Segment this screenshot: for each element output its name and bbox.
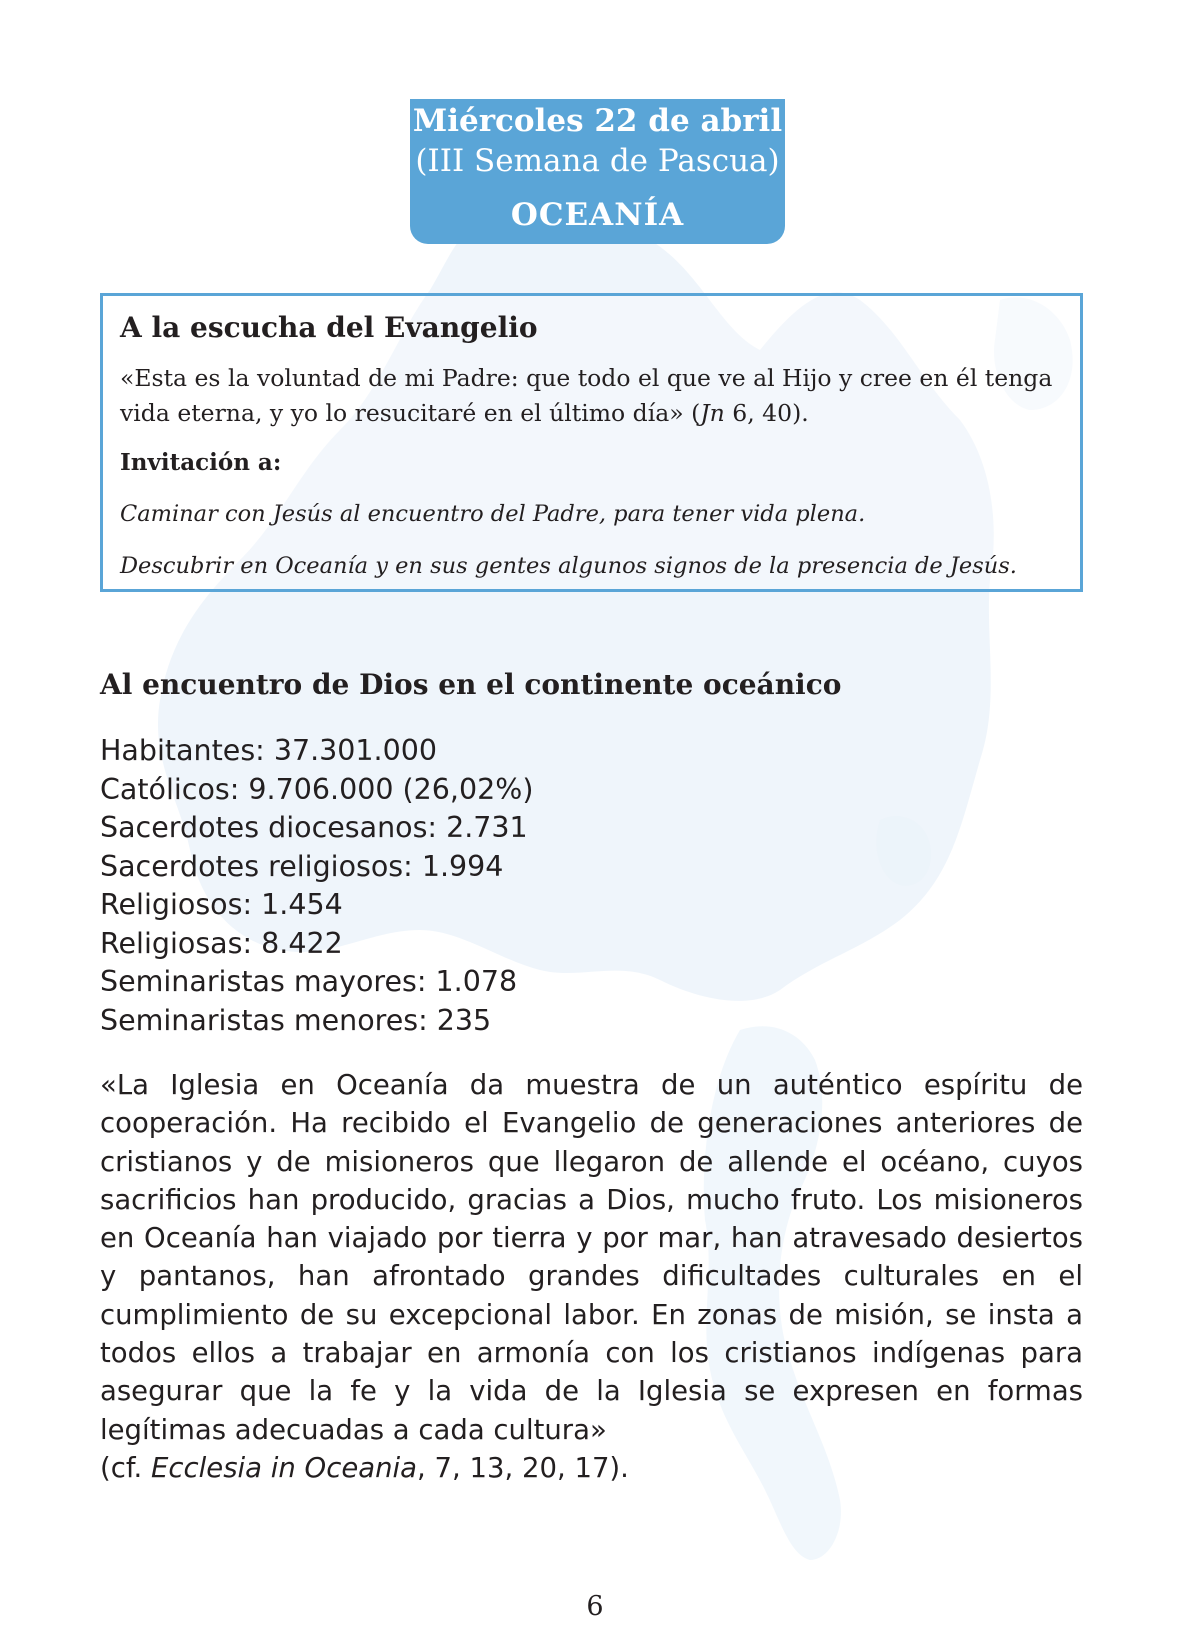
stat-item: Sacerdotes diocesanos: 2.731 (100, 811, 528, 844)
stat-item: Sacerdotes religiosos: 1.994 (100, 849, 504, 883)
invitation-item: Caminar con Jesús al encuentro del Padre, para tener vida plena. (120, 501, 866, 527)
stat-item: Religiosas: 8.422 (100, 926, 343, 960)
gospel-quote-book: Jn (700, 399, 725, 427)
gospel-heading: A la escucha del Evangelio (120, 311, 538, 344)
date-title: Miércoles 22 de abril (412, 103, 783, 139)
quote-citation (100, 1452, 629, 1484)
stat-item: Habitantes: 37.301.000 (100, 734, 438, 767)
citation-suffix: , 7, 13, 20, 17). (417, 1451, 629, 1484)
gospel-quote (120, 361, 1060, 431)
section-heading: Al encuentro de Dios en el continente oceánico (100, 668, 842, 701)
citation-prefix: (cf. (100, 1451, 152, 1484)
ecclesia-quote (100, 1066, 1083, 1487)
gospel-quote-text: «Esta es la voluntad de mi Padre: que todo el que ve al Hijo y cree en él tenga vida eterna, y yo lo resucitaré en el último día» ( (120, 364, 1053, 427)
statistics-list (100, 732, 533, 1040)
liturgical-week: (III Semana de Pascua) (415, 143, 780, 179)
stat-item: Seminaristas mayores: 1.078 (100, 965, 518, 998)
stat-item: Católicos: 9.706.000 (26,02%) (100, 772, 534, 806)
quote-text: «La Iglesia en Oceanía da muestra de un auténtico espíritu de cooperación. Ha recibido el Evangelio de generaciones anteriores de cristianos y de misioneros que llegaron de allende el océano, cuyos sacrificios han producido, gracias a Dios, mucho fruto. Los misioneros en Oceanía han viajado por tierra y por mar, han atravesado desiertos y pantanos, han afrontado grandes dificultades culturales en el cumplimiento de su excepcional labor. En zonas de misión, se insta a todos ellos a trabajar en armonía con los cristianos indígenas para asegurar que la fe y la vida de la Iglesia se expresen en formas legítimas adecuadas a cada cultura» (100, 1069, 1083, 1446)
stat-item: Seminaristas menores: 235 (100, 1003, 492, 1037)
date-header-box (410, 99, 785, 244)
invitation-label: Invitación a: (120, 449, 282, 476)
invitation-item: Descubrir en Oceanía y en sus gentes algunos signos de la presencia de Jesús. (120, 553, 1017, 579)
stat-item: Religiosos: 1.454 (100, 888, 343, 921)
gospel-box (100, 293, 1083, 592)
region-title: OCEANÍA (510, 197, 685, 233)
citation-title: Ecclesia in Oceania (151, 1451, 418, 1484)
gospel-quote-ref: 6, 40). (724, 399, 809, 427)
page-number: 6 (586, 1591, 604, 1622)
